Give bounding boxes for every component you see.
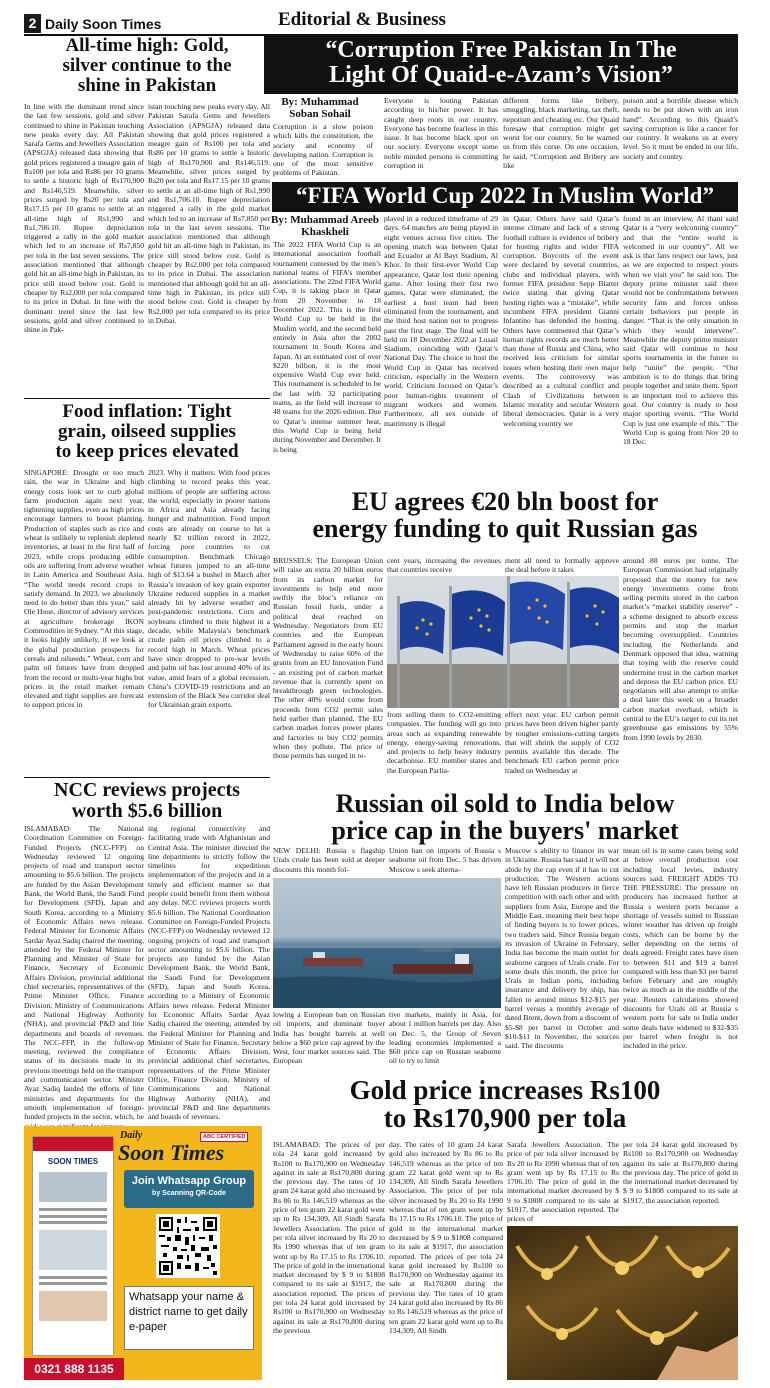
food-col-2: 2023. Why it matters: With food prices climbing to record peaks this year, millions of people are suffering across the world, especially in poorer nations in Africa and Asia already facing hunger and malnutrition. Food import costs are already on course to hit a nearly $2 trillion record in 2022, forcing poor countries to cut consumption. Benchmark Chicago wheat futures jumped to an all-time high of $13.64 a bushel in March after Russia’s invasion of key grain exporter Ukraine reduced supplies in a market already hit by adverse weather and post-pandemic restrictions. Corn and soybeans climbed to their highest in a decade, while Malaysia’s benchmark crude palm oil prices climbed to a record high in March. Wheat prices have since dropped to pre-war levels and palm oil has lost around 40% of its value, amid fears of a global recession, China’s COVID-19 restrictions and an extension of the Black Sea corridor deal for Ukrainian grain exports. bbox=[148, 468, 270, 710]
fifa-col-4: found in an interview, Al thani said Qatar is a “very welcoming country” and that the “entire world is welcomed in our country”. All we ask is that fans respect our laws, just as we are expected to respect yours when we visit you” he said too. The deputy prime minister said there would not be confrontations between security fans and forces unless certain behaviors put people in danger. “That is the only situation in which they would intervene”. Meanwhile the deputy prime minister said Qatar will continue to host sports tournaments in the future to help “unite” the people. “Our ambition is to do things that bring people together and unite them. Sport is an important tool to achieve this goal. Our country is ready to host major sporting events. “The World Cup is just one example of this.” The World Cup is going from Nov 20 to 18 Dec. bbox=[623, 214, 738, 447]
ad-phone-number[interactable]: 0321 888 1135 bbox=[24, 1358, 124, 1380]
paper-name: Daily Soon Times bbox=[45, 16, 162, 32]
whatsapp-ad bbox=[24, 1126, 262, 1380]
ad-thumb-title: SOON TIMES bbox=[47, 1157, 99, 1166]
ad-whatsapp-box bbox=[124, 1170, 254, 1208]
oil-headline-l1: Russian oil sold to India below bbox=[335, 789, 675, 818]
oil-tanker-illustration bbox=[273, 878, 501, 1008]
oil-headline bbox=[272, 790, 738, 845]
fifa-byline: By: Muhammad Areeb Khaskheli bbox=[271, 214, 379, 238]
gold-price-headline-l2: to Rs170,900 per tola bbox=[383, 1103, 627, 1134]
ad-message-box: Whatsapp your name & district name to get daily e-paper bbox=[124, 1286, 254, 1350]
food-headline-l1: Food inflation: Tight bbox=[62, 401, 232, 422]
gold-price-headline bbox=[272, 1076, 738, 1133]
corruption-col-3: different forms like bribery, smuggling, black marketing, tax theft, nepotism and cheating etc. Our Quaid foresaw that corruption might get worst for our country. So he warned us from this curse. On one occasion, he said, “Corruption and Bribery are like bbox=[503, 96, 619, 171]
food-col-1: SINGAPORE: Drought or too much rain, the war in Ukraine and high energy costs look set to curb global farm production again next year, tightening supplies, even as high prices encourage farmers to boost planting. Production of staples such as rice and wheat is unlikely to replenish depleted inventories, at least in the first half of 2023, while crops producing edible oils are suffering from adverse weather in Latin America and Southeast Asia. “The world needs record crops to satisfy demand. In 2023, we absolutely need to do better than this year,” said Ole Houe, director of advisory services at agriculture brokerage IKON Commodities in Sydney. “At this stage, it looks highly unlikely, if we look at the global production prospects for cereals and oilseeds.” Wheat, corn and palm oil futures have from dropped from the record or multi-year highs but prices in the retail market remain elevated and tight supplies are forecast to support prices in bbox=[24, 468, 144, 710]
gold-price-col-1: ISLAMABAD: The prices of per tola 24 karat gold increased by Rs100 to Rs170,900 on Wednesday against its sale at Rs170,800 during the previous day. The rates of 10 gram 24 karat gold also increased by Rs 86 to Rs 146,519 whereas as the price of ten gram 22 karat gold went up to Rs 134,309, All Sindh Sarafa Jewellers Association. The price of per tola silver increased by Rs 20 to Rs 1990 whereas that of ten gram went up by Rs 17.15 to Rs 1706.10. The price of gold in the international market decreased by $ 9 to $1808 compared to its sale at $1917, the association reported. The prices of per tola 24 karat gold increased by Rs100 to Rs170,900 on Wednesday against its sale at Rs170,800 during the previous bbox=[273, 1140, 385, 1335]
oil-under-image-col-1: lowing a European ban on Russian oil imports, and dominant buyer India has bought barrels at well below a $60 price cap agreed by the West, four market sources said. The European bbox=[273, 1010, 385, 1066]
eu-col-1: BRUSSELS: The European Union will raise an extra 20 billion euros from its carbon market for investments to help end more swiftly the bloc’s reliance on Russian fossil fuels, under a political deal reached on Wednesday. Negotiators from EU countries and the European Parliament agreed in the early hours of Wednesday to raise 60% of the grants from an EU Innovation Fund - an existing pot of carbon market revenue that is currently spent on breakthrough green technologies. The other 40% would come from proceeds from CO2 permit sales held earlier than planned. The EU carbon market forces power plants and factories to buy CO2 permits when they pollute. The price of those permits has surged in re- bbox=[273, 556, 383, 761]
corruption-headline bbox=[264, 36, 738, 94]
corruption-col-2: Everyone is looting Pakistan according to his/her power. It has caught deep roots in our country. Everyone has become fearless in this issue. It has become black spot on our society. Everyone except some noble minded persons is committing corruption in bbox=[384, 96, 498, 171]
ncc-headline-l2: worth $5.6 billion bbox=[71, 800, 223, 822]
fifa-col-1: The 2022 FIFA World Cup is an international association football tournament contested by the men’s national teams of FIFA’s member associations. The 22nd FIFA World Cup, it is taking place in Qatar from 20 November to 18 December 2022. This is the first World Cup to be held in the Muslim world, and the second held entirely in Asia after the 2002 tournament in South Korea and Japan. At an estimated cost of over $220 billion, it is the most expensive World Cup ever held. This tournament is scheduled to be the last with 32 participating teams, as the field will increase to 48 teams for the 2026 edition. Due to Qatar’s intense summer heat, this World Cup is being held during November and December. It is being bbox=[273, 240, 381, 454]
gold-price-col-2: day. The rates of 10 gram 24 karat gold also increased by Rs 86 to Rs 146,519 whereas as the price of ten gram 22 karat gold went up to Rs 134,309, All Sindh Sarafa Jewellers Association. The price of per tola silver increased by Rs 20 to Rs 1990 whereas that of ten gram went up by Rs 17.15 to Rs 1706.10. The price of gold in the international market decreased by $ 9 to $1808 compared to its sale at $1917, the association reported. The prices of per tola 24 karat gold increased by Rs100 to Rs170,900 on Wednesday against its sale at Rs170,800 during the previous day. The rates of 10 gram 24 karat gold also increased by Rs 86 to Rs 146,519 whereas as the price of ten gram 22 karat gold went up to Rs 134,309, All Sindh bbox=[389, 1140, 503, 1335]
eu-headline-l1: EU agrees €20 bln boost for bbox=[351, 487, 659, 516]
corruption-headline-l1: “Corruption Free Pakistan In The bbox=[325, 37, 677, 63]
gold-high-col-1: In line with the dominant trend since the last few sessions, gold and silver continued to shine in Pakistan touching new peaks every day. All Pakistan Sarafa Gems and Jewellers Association (APSGJA) released data showing that gold prices registered a meagre gain of Rs100 per tola and Rs86 per 10 grams to settle a historic high of Rs170,900 and Rs146,519. Meanwhile, silver prices surged by Rs20 per tola and Rs17.15 per 10 grams to settle at an all-time high of Rs1,990 and Rs1,706.10. Rupee depreciation triggered a rally in the gold market which led to an increase of Rs7,850 per tola in the last seven sessions. The association mentioned that although gold hit an all-time high in Pakistan, its price still stood below cost. Gold is cheaper by Rs2,000 per tola compared to its price in Dubai. In line with the dominant trend since the last few sessions, gold and silver continued to shine in Pak- bbox=[24, 102, 144, 335]
gold-high-headline-l1: All-time high: Gold, bbox=[65, 35, 229, 56]
eu-col-2: cent years, increasing the revenues that countries receive bbox=[387, 556, 501, 575]
corruption-headline-l2: Light Of Quaid-e-Azam’s Vision” bbox=[329, 62, 673, 89]
eu-flags-illustration bbox=[387, 576, 619, 708]
fifa-headline: “FIFA World Cup 2022 In Muslim World” bbox=[272, 182, 738, 212]
eu-col-3: ment all need to formally approve the deal before it takes bbox=[505, 556, 619, 575]
page-number-box: 2 bbox=[24, 14, 41, 33]
ad-daily-label: Daily bbox=[120, 1130, 143, 1141]
section-title: Editorial & Business bbox=[278, 9, 446, 30]
ncc-col-1: ISLAMABAD: The National Coordination Committee on Foreign-Funded Projects (NCC-FFP) on Wednesday reviewed 12 ongoing projects of road and transport sector amounting to $5.6 billion. The projects are funded by the Asian Development Bank, the World Bank, the Saudi Fund for Development (SFD), Japan and South Korea, according to a Ministry of Economic Affairs news release. Federal Minister for Economic Affairs Sardar Ayaz Sadiq chaired the meeting, attended by the Federal Minister for Planning and Minister of State for Finance, Secretary of Economic Affairs Division, provincial additional chief secretaries, representatives of the Prime Minister Office, Finance Division, Ministry of Communications and National Highway Authority (NHA), and provincial P&D and line departments and boards of revenues. The NCC-FFP, in the follow-up meeting, reviewed the compliance status of its decisions made in its previous meetings held on the transport and communication sector. Minister Ayaz Sadiq lauded the efforts of line ministries and departments for the smooth implementation of foreign-funded projects in the sector, which, he bbox=[24, 824, 144, 1122]
ad-whatsapp-title: Join Whatsapp Group bbox=[131, 1175, 247, 1187]
corruption-col-1: Corruption is a slow poison which kills the constitution, the society and economy of developing nation. Corruption is one of the most sensitive problems of Pakistan. bbox=[273, 122, 373, 178]
oil-col-4: mean oil is in some cases being sold at below overall production cost including local levies, industry sources said. FREIGHT ADDS TO THE PRESSURE: The pressure on producers has increased further at Russia s western ports because a shortage of vessels suited to Russian winter weather has driven up freight costs, which can be borne by the seller depending on the terms of deals agreed. Freight rates have risen to between $11 and $19 a barrel compared with less than $3 per barrel before February and are roughly twice as much as in the middle of the year. Reuters calculations showed discounts for Urals oil at Russia s western ports for sale to India under some deals have widened to $32-$35 per barrel when freight is not included in the price. bbox=[623, 846, 738, 1051]
ad-brand: Soon Times bbox=[118, 1140, 225, 1165]
ad-footer-band bbox=[124, 1358, 262, 1380]
oil-col-2: Union ban on imports of Russia s seaborne oil from Dec. 5 has driven Moscow s seek alterna- bbox=[389, 846, 501, 874]
qr-code[interactable] bbox=[156, 1214, 220, 1278]
oil-under-image-col-2: tive markets, mainly in Asia, for about 1 million barrels per day. Also on Dec. 5, the Group of Seven leading economies implemented a $60 price cap on Russian seaborne oil to try to limit bbox=[389, 1010, 501, 1066]
eu-under-image-col-2: effect next year. EU carbon permit prices have been driven higher partly by tougher emissions-cutting targets that will shrink the supply of CO2 permits available this decade. The benchmark EU carbon permit price traded on Wednesday at bbox=[505, 710, 619, 775]
ad-abc-badge: ABC CERTIFIED bbox=[200, 1132, 248, 1142]
eu-flags-photo bbox=[387, 576, 619, 708]
eu-headline bbox=[272, 488, 738, 543]
divider bbox=[24, 398, 270, 399]
eu-col-4: around 88 euros per tonne. The European Commission had originally proposed that the money for new energy investments come from selling permits stored in the carbon market’s “market stability reserve” - a scheme designed to absorb excess permits and stop the market becoming oversupplied. Countries including the Netherlands and Denmark opposed that idea, warning that toying with the reserve could undermine trust in the carbon market and depress the EU carbon price. EU negotiators will also attempt to strike a deal later this week on a broader carbon market overhaul, which is central to the EU’s target to cut its net greenhouse gas emissions by 55% from 1990 levels by 2030. bbox=[623, 556, 738, 742]
gold-price-col-4: per tola 24 karat gold increased by Rs100 to Rs170,900 on Wednesday against its sale at Rs170,800 during the previous day. The price of gold in the international market decreased by $ 9 to $1808 compared to its sale at $1917, the association reported. bbox=[623, 1140, 738, 1205]
oil-col-3: Moscow s ability to finance its war in Ukraine. Russia has said it will not abide by the cap even if it has to cut production. The Western actions have left Russian producers in fierce competition with each other and with suppliers from Asia, Europe and the Middle East, meaning their best hope of finding buyers is to lower prices, two traders said. Since Russia began its invasion of Ukraine in February, India has become the main outlet for seaborne cargoes of Urals crude. For some deals this month, the price for Urals in Indian ports, including insurance and delivery by ship, has fallen to around minus $12-$15 per barrel versus a monthly average of dated Brent, down from a discount of $5-$8 per barrel in October and $10-$11 in November, the sources said. The discounts bbox=[505, 846, 619, 1051]
gold-high-col-2: istan touching new peaks every day. All Pakistan Sarafa Gems and Jewellers Association (APSGJA) released data showing that gold prices registered a meagre gain of Rs100 per tola and Rs86 per 10 grams to settle a historic high of Rs170,900 and Rs146,519. Meanwhile, silver prices surged by Rs20 per tola and Rs17.15 per 10 grams to settle at an all-time high of Rs1,990 and Rs1,706.10. Rupee depreciation triggered a rally in the gold market which led to an increase of Rs7,850 per tola in the last seven sessions. The association mentioned that although gold hit an all-time high in Pakistan, its price still stood below cost. Gold is cheaper by Rs2,000 per tola compared to its price in Dubai. The association mentioned that although gold hit an all-time high in Pakistan, its price still stood below cost. Gold is cheaper by Rs2,000 per tola compared to its price in Dubai. bbox=[148, 102, 270, 325]
corruption-byline: By: Muhammad Soban Sohail bbox=[281, 96, 359, 120]
ncc-col-2: ing regional connectivity and facilitating trade with Afghanistan and Central Asia. The minister directed the line departments to strictly follow the timelines for expeditious implementation of the projects and in a timely and efficient manner so that people could benefit from them without any delay. NCC reviews projects worth $5.6 billion. The National Coordination Committee on Foreign-Funded Projects (NCC-FFP) on Wednesday reviewed 12 ongoing projects of road and transport sector amounting to $5.6 billion. The projects are funded by the Asian Development Bank, the World Bank, the Saudi Fund for Development (SFD), Japan and South Korea, according to a Ministry of Economic Affairs news release. Federal Minister for Economic Affairs Sardar Ayaz Sadiq chaired the meeting, attended by the Federal Minister for Planning and Minister of State for Finance, Secretary of Economic Affairs Division, provincial additional chief secretaries, representatives of the Prime Minister Office, Finance Division, Ministry of Communications and National Highway Authority (NHA), and provincial P&D and line departments and boards of revenues. bbox=[148, 824, 270, 1122]
ad-thumb-header bbox=[33, 1137, 113, 1151]
oil-col-1: NEW DELHI: Russia s flagship Urals crude has been sold at deeper discounts this month fol- bbox=[273, 846, 385, 874]
oil-headline-l2: price cap in the buyers' market bbox=[331, 816, 679, 846]
eu-under-image-col-1: from selling them to CO2-emitting companies. The funding will go into areas such as expanding renewable energy, energy-saving renovations, and projects to help heavy industry decarbonise. EU member states and the European Parlia- bbox=[387, 710, 501, 775]
oil-tanker-photo bbox=[273, 878, 501, 1008]
ad-whatsapp-sub: by Scanning QR-Code bbox=[152, 1190, 226, 1197]
gold-high-headline-l2: silver continue to the bbox=[62, 54, 232, 76]
food-headline-l2: grain, oilseed supplies bbox=[58, 420, 236, 442]
gold-high-headline bbox=[24, 36, 270, 96]
gold-price-col-3: Sarafa Jewellers Association. The price of per tola silver increased by Rs 20 to Rs 1990 whereas that of ten gram went up by Rs 17.15 to Rs 1706.10. The price of gold in the international market decreased by $ 9 to $1808 compared to its sale at $1917, the association reported. The prices of bbox=[507, 1140, 619, 1224]
gold-jewellery-illustration bbox=[507, 1226, 738, 1380]
fifa-col-3: in Qatar. Others have said Qatar’s intense climate and lack of a strong football culture is evidence of bribery for hosting rights and wider FIFA corruption. Boycotts of the event were declared by several countries, clubs and individual players, with former FIFA president Sepp Blatter twice stating that giving Qatar hosting rights was a “mistake”, while incumbent FIFA president Gianni Infantino has defended the hosting. Others have commented that Qatar’s human rights records are much better than those of Russia and China, who received less criticism for similar issues when hosting their own major events. The controversy was described as a cultural conflict and Clash of Civilizations between Islamic morality and secular Western liberal democracies. Qatar is a very welcoming country we bbox=[503, 214, 619, 428]
corruption-col-4: poison and a horrible disease which needs to be put down with an iron hand”. According to this Quaid’s saying corruption is like a cancer for our country. It weakens us at every level. So it must be ended in our life, society and country. bbox=[623, 96, 738, 161]
qr-code-icon bbox=[159, 1217, 217, 1275]
eu-headline-l2: energy funding to quit Russian gas bbox=[312, 514, 698, 544]
food-headline bbox=[24, 402, 270, 462]
ad-newspaper-thumbnail bbox=[32, 1136, 114, 1356]
gold-price-headline-l1: Gold price increases Rs100 bbox=[349, 1075, 661, 1105]
ncc-headline bbox=[24, 780, 270, 822]
gold-high-headline-l3: shine in Pakistan bbox=[77, 74, 217, 96]
gold-jewellery-photo bbox=[507, 1226, 738, 1380]
divider bbox=[24, 777, 270, 778]
fifa-col-2: played in a reduced timeframe of 29 days. 64 matches are being played in eight venues across five cities. The opening match was between Qatar and Ecuador at Al Bayt Stadium, Al Khor. In their first-ever World Cup appearance, Qatar lost their opening game. After losing their first two games, Qatar were eliminated, the earliest a host team had been eliminated from the tournament, and the third host nation not to progress past the first stage. The final will be held on 18 December 2022 at Lusail Stadium, coinciding with Qatar’s National Day. The choice to host the World Cup in Qatar has received criticism, especially in the Western world. Criticism focused on Qatar’s poor human-rights treatment of migrant workers and women. Furthermore, all sex outside of matrimony is illegal bbox=[384, 214, 498, 428]
ncc-headline-l1: NCC reviews projects bbox=[54, 779, 240, 801]
food-headline-l3: to keep prices elevated bbox=[55, 440, 239, 462]
ad-thumb-photo bbox=[39, 1172, 107, 1202]
